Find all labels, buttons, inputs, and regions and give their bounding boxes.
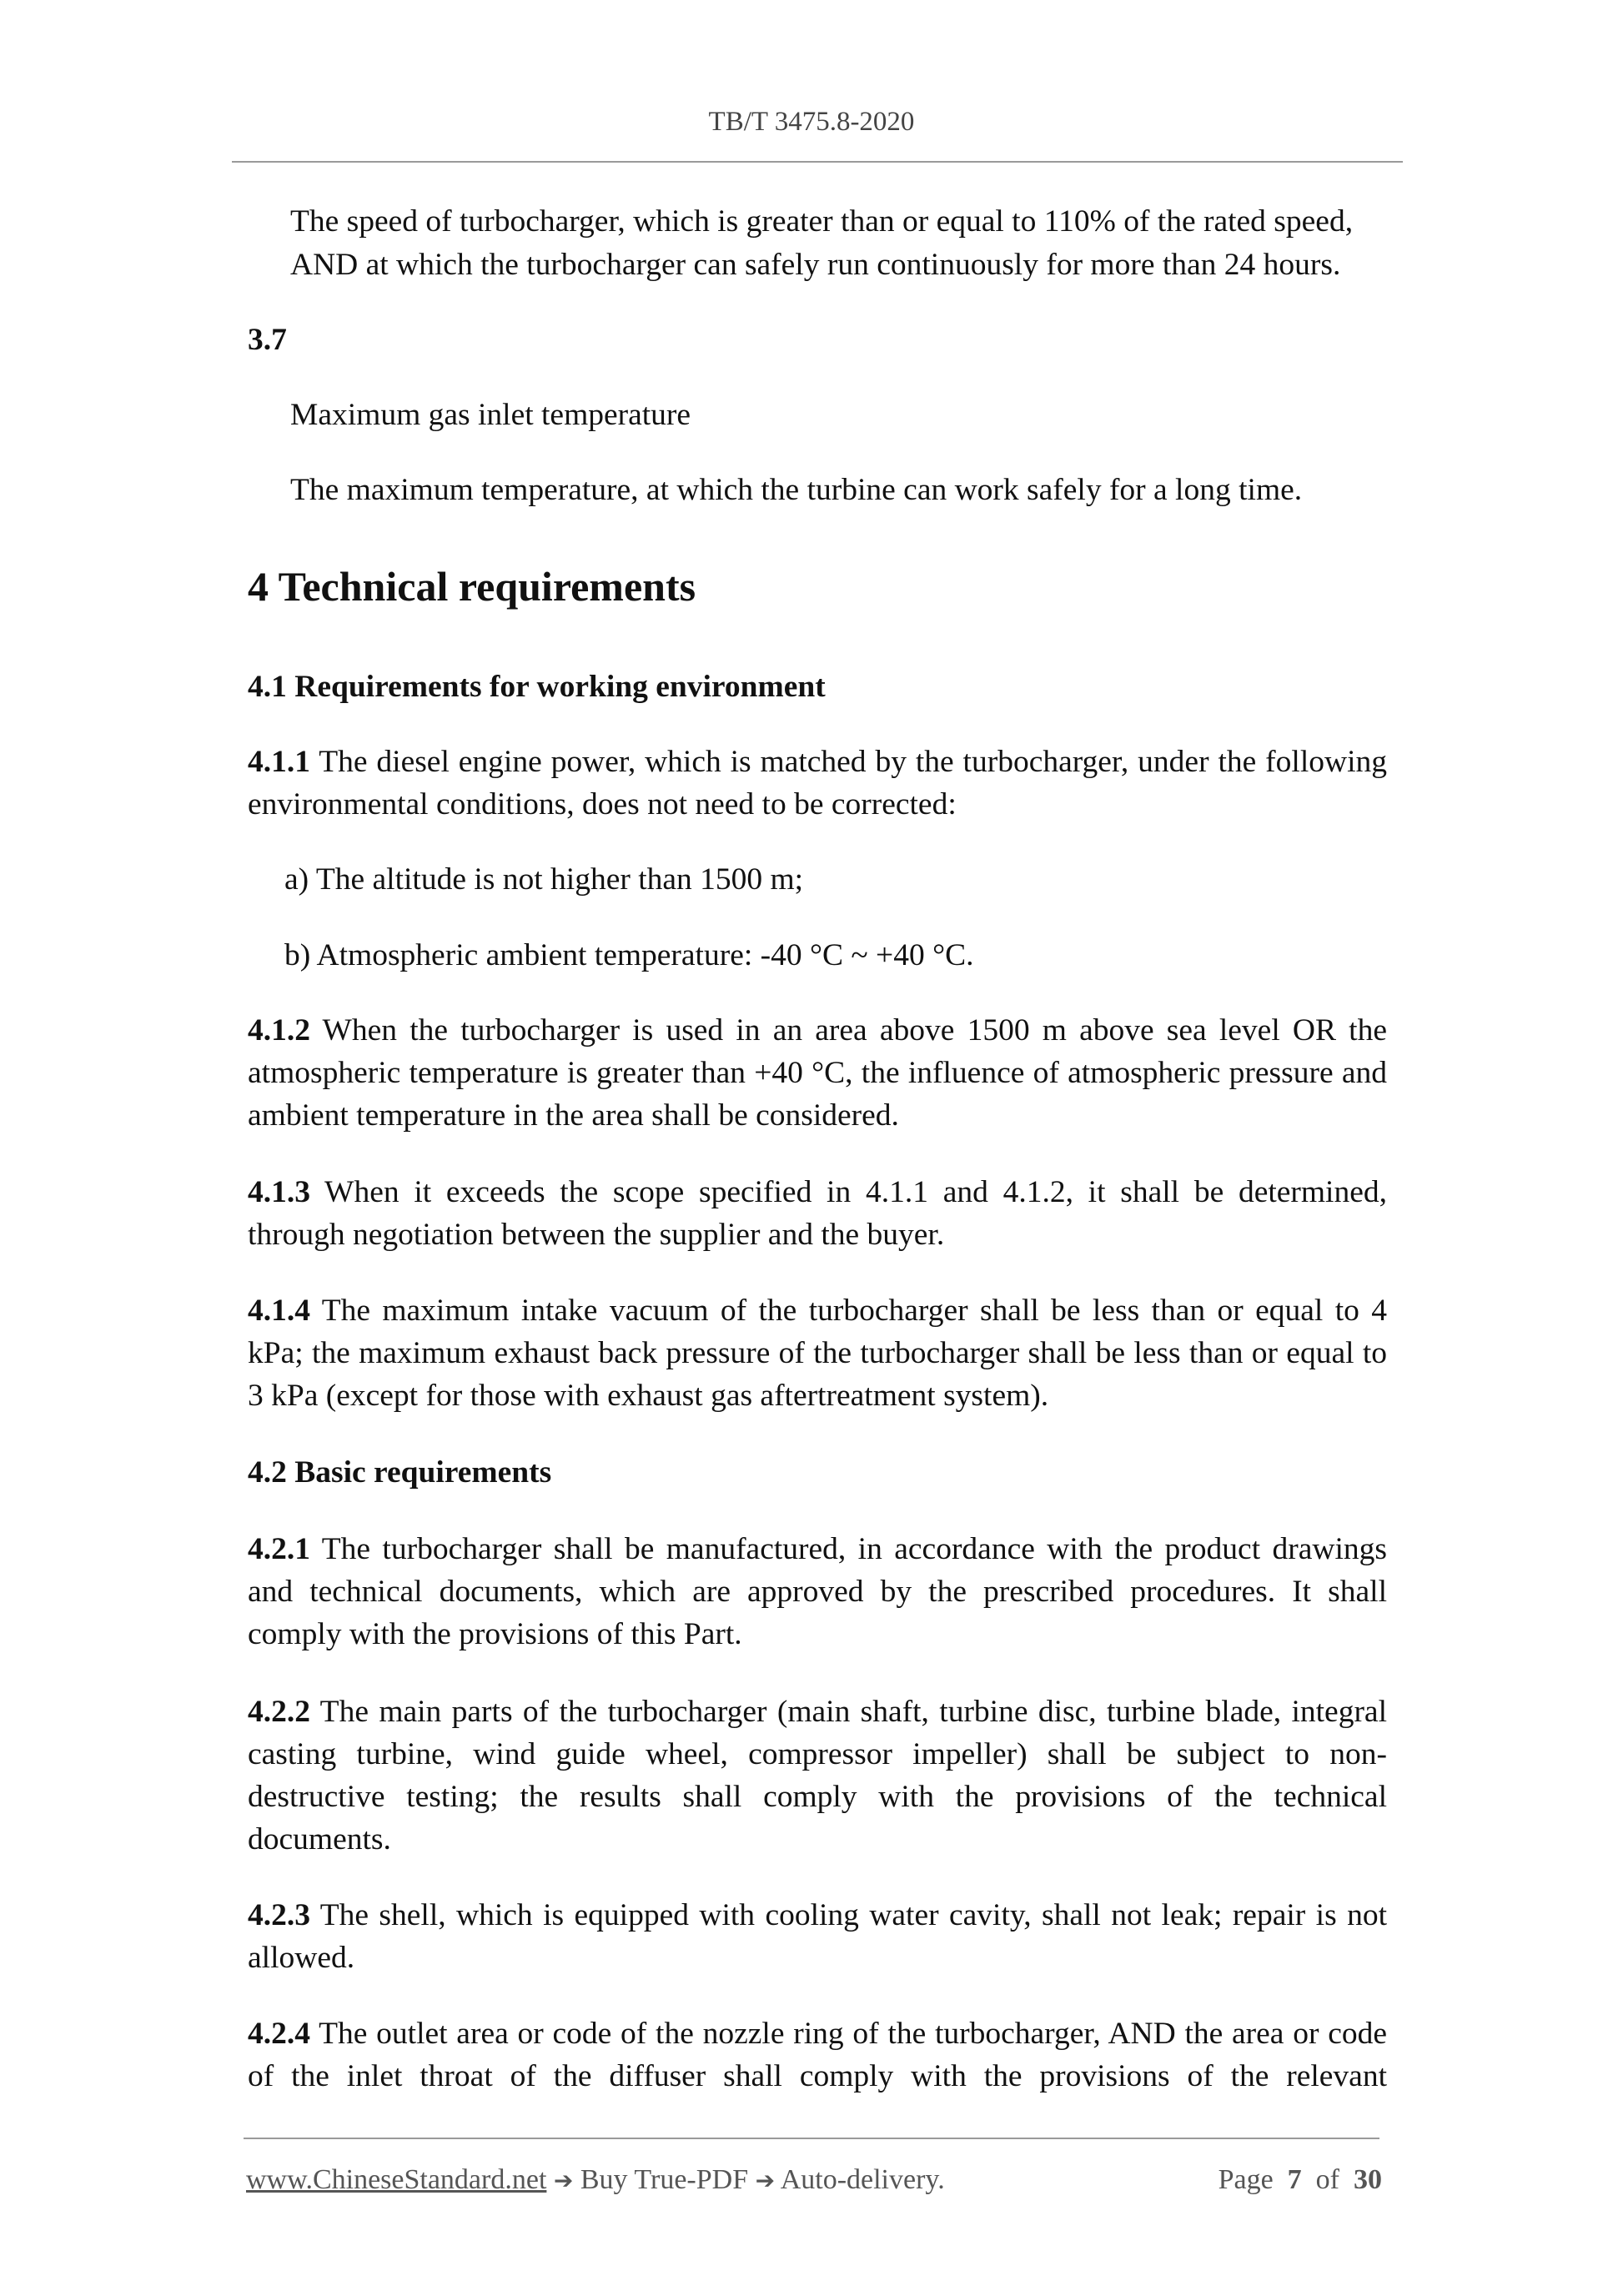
site-link[interactable]: www.ChineseStandard.net <box>246 2164 547 2195</box>
clause-number: 4.1.4 <box>248 1294 310 1328</box>
clause-text: When it exceeds the scope specified in 4.1.1 and 4.1.2, it shall be determined, through negotiation between the supplier and the buyer. <box>248 1175 1387 1252</box>
term-number-3-7: 3.7 <box>248 323 287 357</box>
buy-text: Buy True-PDF <box>573 2164 756 2195</box>
definition-line-2: AND at which the turbocharger can safely run continuously for more than 24 hours. <box>290 248 1341 282</box>
arrow-right-icon: ➔ <box>755 2167 776 2194</box>
clause-4-1-4 <box>248 1289 1387 1417</box>
list-item-a: a) The altitude is not higher than 1500 m; <box>284 862 804 897</box>
definition-line-1: The speed of turbocharger, which is greater than or equal to 110% of the rated speed, <box>290 204 1354 239</box>
list-item-b: b) Atmospheric ambient temperature: -40 °C ~ +40 °C. <box>284 938 974 972</box>
clause-4-2-3 <box>248 1894 1387 1979</box>
footer-promo <box>246 2162 945 2199</box>
section-heading-4: 4 Technical requirements <box>248 563 696 610</box>
clause-text: The diesel engine power, which is matched by the turbocharger, under the following environmental conditions, does not need to be corrected: <box>248 745 1387 821</box>
document-code-header: TB/T 3475.8-2020 <box>708 107 915 137</box>
clause-number: 4.1.2 <box>248 1013 310 1048</box>
page-footer <box>246 2162 1382 2199</box>
page-of-label: of <box>1315 2164 1339 2195</box>
clause-4-2-4 <box>248 2012 1387 2098</box>
page-total: 30 <box>1354 2164 1382 2195</box>
page-current: 7 <box>1287 2164 1302 2195</box>
clause-text: The shell, which is equipped with cooling water cavity, shall not leak; repair is not allowed. <box>248 1898 1387 1975</box>
clause-number: 4.1.3 <box>248 1175 310 1209</box>
clause-number: 4.1.1 <box>248 745 310 779</box>
subsection-heading-4-1: 4.1 Requirements for working environment <box>248 670 826 704</box>
clause-text: The maximum intake vacuum of the turbocharger shall be less than or equal to 4 kPa; the maximum exhaust back pressure of the turbocharger shall be less than or equal to 3 kPa (except for those with exhaust gas aftertreatment system). <box>248 1294 1387 1413</box>
arrow-right-icon: ➔ <box>553 2167 574 2194</box>
delivery-text: Auto-delivery. <box>775 2164 945 2195</box>
clause-text: The turbocharger shall be manufactured, in accordance with the product drawings and technical documents, which are approved by the prescribed procedures. It shall comply with the provisions of this Part. <box>248 1532 1387 1651</box>
clause-4-1-3 <box>248 1171 1387 1256</box>
clause-text: When the turbocharger is used in an area above 1500 m above sea level OR the atmospheric temperature is greater than +40 °C, the influence of atmospheric pressure and ambient temperature in the area shall be considered. <box>248 1013 1387 1133</box>
term-name: Maximum gas inlet temperature <box>290 398 691 432</box>
term-definition: The maximum temperature, at which the turbine can work safely for a long time. <box>290 473 1303 507</box>
clause-number: 4.2.3 <box>248 1898 310 1932</box>
clause-number: 4.2.4 <box>248 2017 310 2051</box>
subsection-heading-4-2: 4.2 Basic requirements <box>248 1455 552 1490</box>
clause-number: 4.2.2 <box>248 1695 310 1729</box>
clause-number: 4.2.1 <box>248 1532 310 1566</box>
page-label: Page <box>1218 2164 1274 2195</box>
clause-4-1-1 <box>248 741 1387 826</box>
clause-4-2-1 <box>248 1528 1387 1655</box>
page-indicator <box>1219 2162 1382 2199</box>
clause-4-2-2 <box>248 1691 1387 1861</box>
header-divider <box>232 161 1403 163</box>
clause-4-1-2 <box>248 1009 1387 1137</box>
clause-text: The outlet area or code of the nozzle ring of the turbocharger, AND the area or code of the inlet throat of the diffuser shall comply with the provisions of the relevant <box>248 2017 1387 2093</box>
footer-divider <box>244 2138 1379 2139</box>
clause-text: The main parts of the turbocharger (main shaft, turbine disc, turbine blade, integral casting turbine, wind guide wheel, compressor impeller) shall be subject to non-destructive testing; the results shall comply with the provisions of the technical documents. <box>248 1695 1387 1856</box>
